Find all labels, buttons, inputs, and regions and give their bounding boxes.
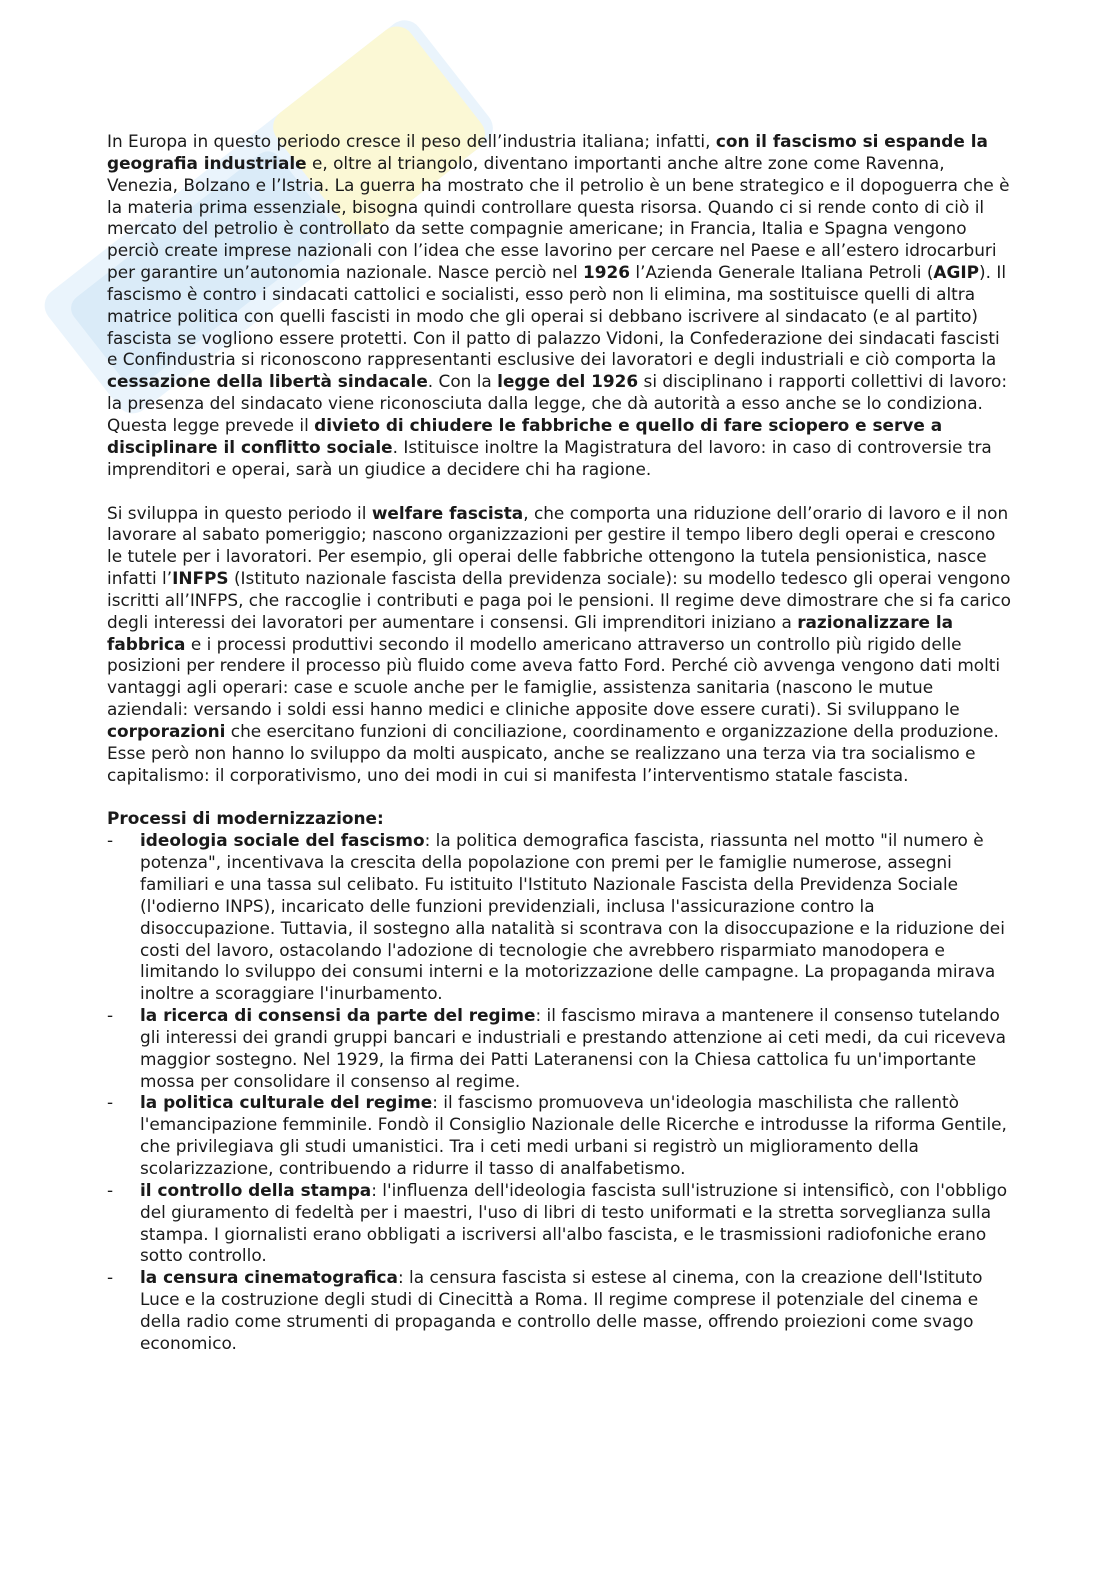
dash-bullet: - [107,1005,114,1026]
list-item-term: la politica culturale del regime [140,1092,433,1113]
section-modernizzazione [107,808,1012,1354]
list-item-term: il controllo della stampa [140,1179,372,1200]
bold-text: legge del 1926 [497,371,639,392]
bold-text: welfare fascista [371,502,524,523]
list-item [107,1180,1012,1267]
bold-text: divieto di chiudere le fabbriche e quello di fare sciopero e serve a disciplinare il conflitto sociale [107,414,943,457]
list-item-term: la censura cinematografica [140,1267,398,1288]
list-item-text: : l'influenza dell'ideologia fascista sull'istruzione si intensificò, con l'obbligo del giuramento di fedeltà per i maestri, l'uso di libri di testo uniformati e la stretta sorveglianza sulla stampa. I giornalisti erano obbligati a iscriversi all'albo fascista, e le trasmissioni radiofoniche erano sotto controllo. [140,1179,1008,1266]
list-item [107,1005,1012,1092]
text-run: l’Azienda Generale Italiana Petroli ( [630,262,934,283]
text-run: che esercitano funzioni di conciliazione, coordinamento e organizzazione della produzione. Esse però non hanno lo sviluppo da molti auspicato, anche se realizzano una terza via tra socialismo e capitalismo: il corporativismo, uno dei modi in cui si manifesta l’interventismo statale fascista. [107,720,999,785]
text-run: In Europa in questo periodo cresce il peso dell’industria italiana; infatti, [107,131,716,151]
text-run: ). Il fascismo è contro i sindacati cattolici e socialisti, esso però non li elimina, ma sostituisce quelli di altra matrice politica con quelli fascisti in modo che gli operai si debbano iscrivere al sindacato (e al partito) fascista se vogliono essere protetti. Con il patto di palazzo Vidoni, la Confederazione dei sindacati fascisti e Confindustria si riconoscono rappresentanti esclusive dei lavoratori e degli industriali e ciò comporta la [107,262,1007,370]
bold-text: cessazione della libertà sindacale [107,371,428,392]
bold-text: AGIP [933,262,980,283]
text-run: e, oltre al triangolo, diventano importanti anche altre zone come Ravenna, Venezia, Bolzano e l’Istria. La guerra ha mostrato che il petrolio è un bene strategico e il dopoguerra che è la materia prima essenziale, bisogna quindi controllare questa risorsa. Quando ci si rende conto di ciò il mercato del petrolio è controllato da sette compagnie americane; in Francia, Italia e Spagna vengono perciò create imprese nazionali con l’idea che esse lavorino per cercare nel Paese e all’estero idrocarburi per garantire un’autonomia nazionale. Nasce perciò nel [107,152,1010,283]
list-item [107,830,1012,1005]
section-heading: Processi di modernizzazione: [107,808,384,829]
paragraph-industria [107,131,1012,481]
text-run: , che comporta una riduzione dell’orario di lavoro e il non lavorare al sabato pomeriggio; nascono organizzazioni per gestire il tempo libero degli operai e crescono le tutele per i lavoratori. Per esempio, gli operai delle fabbriche ottengono la tutela pensionistica, nasce infatti l’ [107,502,1009,589]
bold-text: 1926 [583,262,631,283]
paragraph-welfare [107,503,1012,787]
dash-bullet: - [107,1179,114,1200]
text-run: si disciplinano i rapporti collettivi di lavoro: la presenza del sindacato viene riconosciuta dalla legge, che dà autorità a esso anche se lo condiziona. Questa legge prevede il [107,371,1008,435]
list-item-text: : la politica demografica fascista, riassunta nel motto "il numero è potenza", incentivava la crescita della popolazione con premi per le famiglie numerose, assegni familiari e una tassa sul celibato. Fu istituito l'Istituto Nazionale Fascista della Previdenza Sociale (l'odierno INPS), incaricato delle funzioni previdenziali, inclusa l'assicurazione contro la disoccupazione. Tuttavia, il sostegno alla natalità si scontrava con la disoccupazione e la riduzione dei costi del lavoro, ostacolando l'adozione di tecnologie che avrebbero risparmiato manodopera e limitando lo sviluppo dei consumi interni e la motorizzazione delle campagne. La propaganda mirava inoltre a scoraggiare l'inurbamento. [140,830,1005,1004]
dash-bullet: - [107,830,114,851]
bold-text: INFPS [172,568,229,589]
list-item-term: la ricerca di consensi da parte del regime [140,1005,536,1026]
text-run: e i processi produttivi secondo il modello americano attraverso un controllo più rigido delle posizioni per rendere il processo più fluido come aveva fatto Ford. Perché ciò avvenga vengono dati molti vantaggi agli operari: case e scuole anche per le famiglie, assistenza sanitaria (nascono le mutue aziendali: versando i soldi essi hanno medici e cliniche apposite dove essere curati). Si sviluppano le [107,633,1001,720]
modernization-list [107,830,1012,1354]
bold-text: corporazioni [107,720,226,741]
list-item-text: : il fascismo promuoveva un'ideologia maschilista che rallentò l'emancipazione femminile. Fondò il Consiglio Nazionale delle Ricerche e introdusse la riforma Gentile, che privilegiava gli studi umanistici. Tra i ceti medi urbani si registrò un miglioramento della scolarizzazione, contribuendo a ridurre il tasso di analfabetismo. [140,1092,1007,1178]
dash-bullet: - [107,1092,114,1113]
dash-bullet: - [107,1267,114,1288]
text-run: Si sviluppa in questo periodo il [107,502,372,523]
bold-text: con il fascismo si espande la geografia industriale [107,131,988,173]
list-item-term: ideologia sociale del fascismo [140,830,425,851]
list-item [107,1267,1012,1354]
list-item-text: : la censura fascista si estese al cinema, con la creazione dell'Istituto Luce e la costruzione degli studi di Cinecittà a Roma. Il regime comprese il potenziale del cinema e della radio come strumenti di propaganda e controllo delle masse, offrendo proiezioni come svago economico. [140,1267,983,1353]
list-item [107,1092,1012,1179]
list-item-text: : il fascismo mirava a mantenere il consenso tutelando gli interessi dei grandi gruppi bancari e industriali e prestando attenzione ai ceti medi, da cui riceveva maggior sostegno. Nel 1929, la firma dei Patti Lateranensi con la Chiesa cattolica fu un'importante mossa per consolidare il consenso al regime. [140,1005,1006,1091]
document-page [107,131,1012,1355]
text-run: . Con la [427,371,498,392]
text-run: (Istituto nazionale fascista della previdenza sociale): su modello tedesco gli operai vengono iscritti all’INFPS, che raccoglie i contributi e paga poi le pensioni. Il regime deve dimostrare che si fa carico degli interessi dei lavoratori per aumentare i consensi. Gli imprenditori iniziano a [107,568,1011,632]
bold-text: razionalizzare la fabbrica [107,611,954,654]
text-run: . Istituisce inoltre la Magistratura del lavoro: in caso di controversie tra imprenditori e operai, sarà un giudice a decidere chi ha ragione. [107,436,992,479]
